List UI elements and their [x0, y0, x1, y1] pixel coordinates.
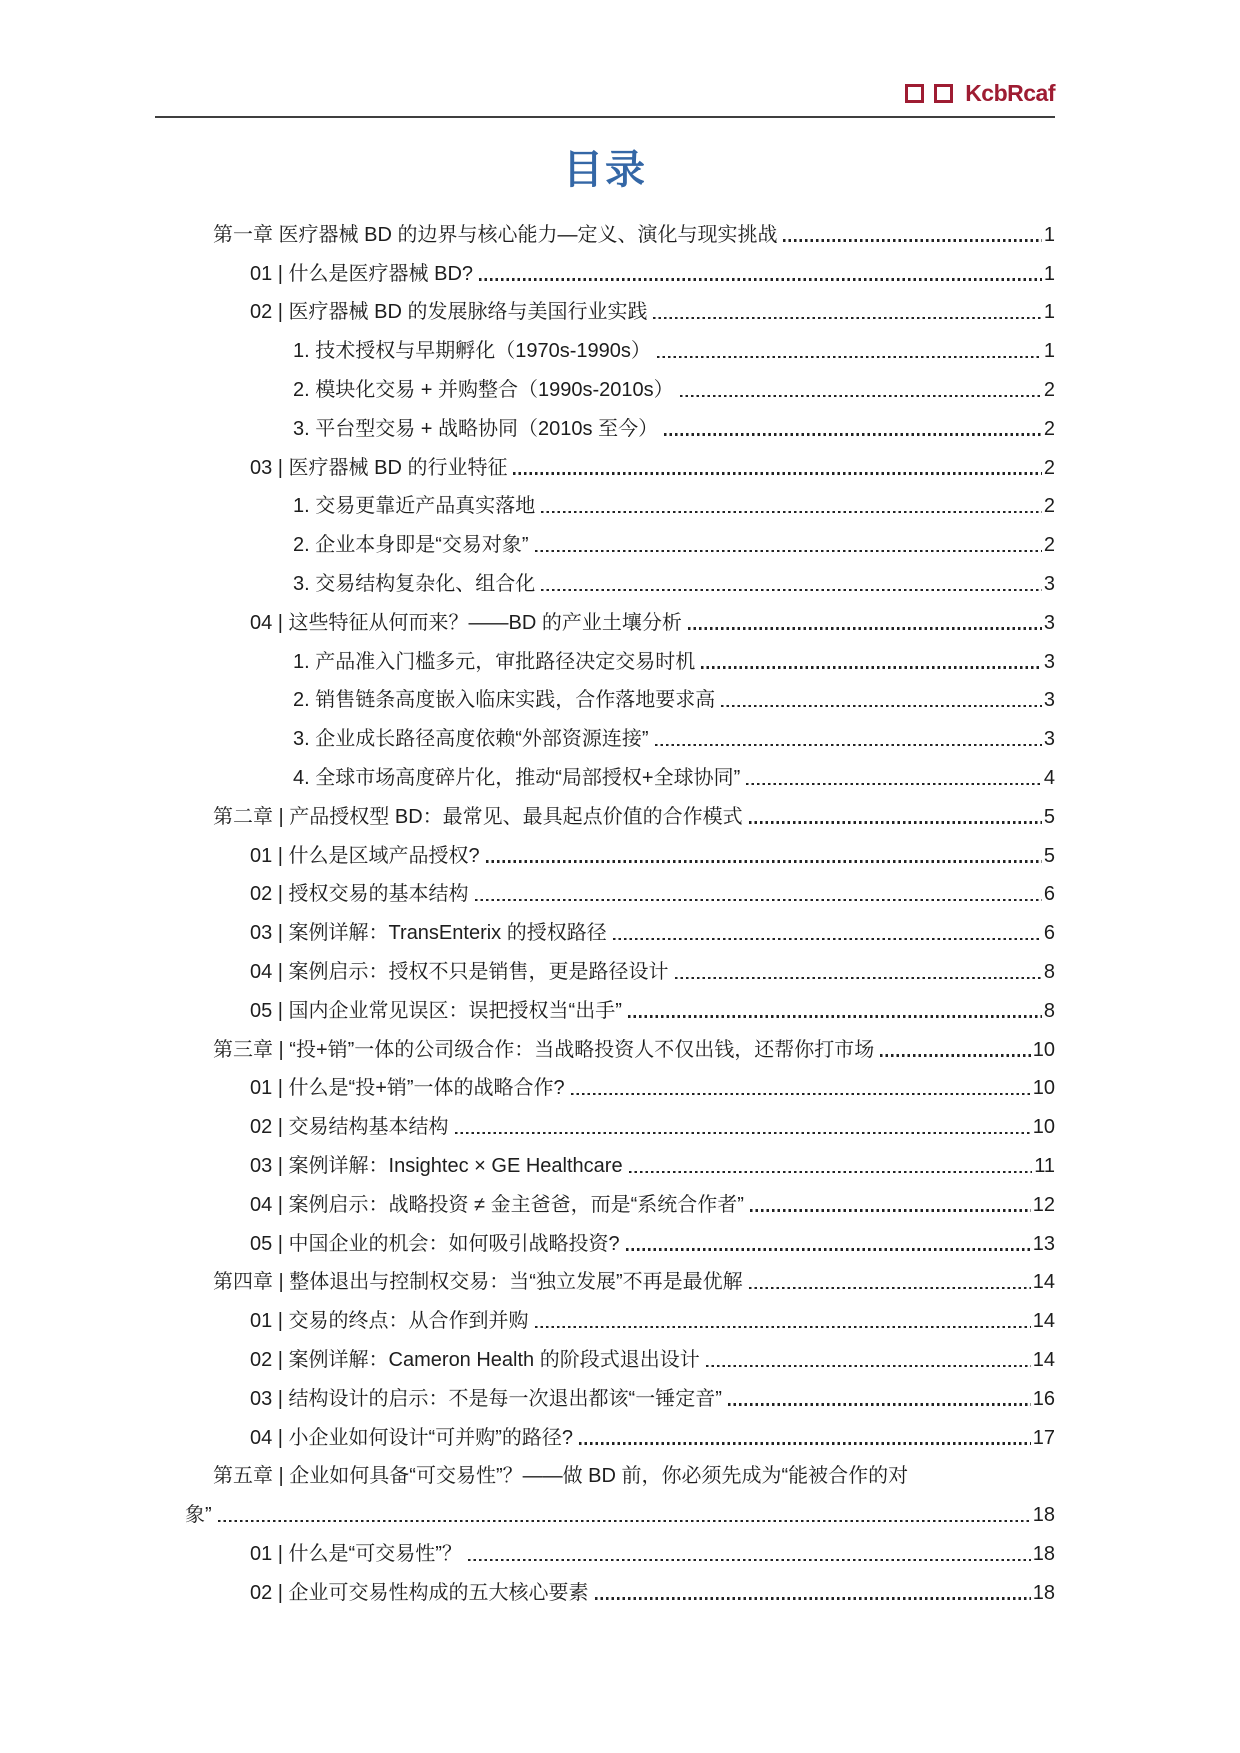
toc-entry[interactable]: [155, 790, 1055, 829]
dot-leader: [486, 860, 1042, 862]
dot-leader: [475, 899, 1042, 901]
page-title: 目录: [563, 148, 647, 192]
toc-page-number: 8: [1043, 960, 1055, 983]
toc-entry[interactable]: [155, 1294, 1055, 1333]
toc-page-number: 10: [1032, 1116, 1055, 1139]
dot-leader: [664, 433, 1042, 435]
dot-leader: [613, 938, 1042, 940]
toc-page-number: 3: [1043, 572, 1055, 595]
toc-list: [155, 208, 1055, 1605]
toc-entry[interactable]: [155, 324, 1055, 363]
toc-entry-text: 05 | 中国企业的机会：如何吸引战略投资?: [250, 1232, 620, 1255]
toc-entry[interactable]: [155, 1023, 1055, 1062]
dot-leader: [535, 550, 1042, 552]
header-divider: [155, 116, 1055, 118]
toc-page-number: 6: [1043, 883, 1055, 906]
dot-leader: [541, 511, 1042, 513]
dot-leader: [571, 1093, 1031, 1095]
dot-leader: [595, 1597, 1031, 1599]
toc-entry-text: 第二章 | 产品授权型 BD：最常见、最具起点价值的合作模式: [213, 805, 743, 828]
toc-entry[interactable]: [155, 712, 1055, 751]
toc-entry[interactable]: [155, 1411, 1055, 1450]
toc-page-number: 2: [1043, 495, 1055, 518]
toc-page-number: 2: [1043, 417, 1055, 440]
toc-entry[interactable]: [155, 441, 1055, 480]
dot-leader: [479, 278, 1042, 280]
dot-leader: [513, 472, 1041, 474]
toc-page-number: 11: [1034, 1154, 1055, 1177]
toc-page-number: 1: [1043, 301, 1055, 324]
toc-entry[interactable]: [155, 518, 1055, 557]
toc-entry[interactable]: [155, 286, 1055, 325]
toc-entry-text: 01 | 什么是医疗器械 BD?: [250, 262, 474, 285]
dot-leader: [468, 1559, 1031, 1561]
toc-entry-text: 02 | 授权交易的基本结构: [250, 883, 469, 906]
toc-entry-text: 01 | 什么是区域产品授权?: [250, 844, 480, 867]
toc-entry[interactable]: [155, 829, 1055, 868]
toc-entry-text: 2. 销售链条高度嵌入临床实践，合作落地要求高: [293, 689, 716, 712]
toc-entry-text: 04 | 案例启示：授权不只是销售，更是路径设计: [250, 960, 669, 983]
toc-entry[interactable]: [155, 1372, 1055, 1411]
toc-page-number: 16: [1032, 1387, 1055, 1410]
dot-leader: [535, 1326, 1031, 1328]
toc-page-number: 17: [1032, 1426, 1055, 1449]
toc-page-number: 2: [1043, 456, 1055, 479]
toc-page-number: 18: [1032, 1542, 1055, 1565]
dot-leader: [653, 317, 1041, 319]
toc-page-number: 6: [1043, 922, 1055, 945]
dot-leader: [746, 783, 1042, 785]
toc-entry[interactable]: [155, 945, 1055, 984]
toc-entry[interactable]: [155, 906, 1055, 945]
page-header: [155, 0, 1055, 107]
dot-leader: [675, 977, 1042, 979]
toc-entry[interactable]: [155, 984, 1055, 1023]
toc-entry[interactable]: [155, 1527, 1055, 1566]
toc-entry-text: 第四章 | 整体退出与控制权交易：当“独立发展”不再是最优解: [213, 1271, 743, 1294]
logo-box-icon: [934, 84, 953, 103]
dot-leader: [706, 1365, 1031, 1367]
toc-page-number: 2: [1043, 534, 1055, 557]
toc-entry-text: 第一章 医疗器械 BD 的边界与核心能力—定义、演化与现实挑战: [213, 223, 778, 246]
dot-leader: [657, 356, 1042, 358]
toc-page-number: 14: [1032, 1348, 1055, 1371]
toc-entry-text: 03 | 结构设计的启示：不是每一次退出都该“一锤定音”: [250, 1387, 722, 1410]
toc-entry-text: 02 | 医疗器械 BD 的发展脉络与美国行业实践: [250, 301, 648, 324]
toc-entry-text: 03 | 案例详解：TransEnterix 的授权路径: [250, 922, 607, 945]
toc-page-number: 1: [1043, 223, 1055, 246]
toc-entry-text: 04 | 这些特征从何而来？——BD 的产业土壤分析: [250, 611, 682, 634]
toc-page-number: 3: [1043, 650, 1055, 673]
dot-leader: [880, 1054, 1030, 1056]
toc-entry[interactable]: [155, 1450, 1055, 1489]
toc-entry-text: 04 | 小企业如何设计“可并购”的路径?: [250, 1426, 573, 1449]
toc-entry-text: 03 | 医疗器械 BD 的行业特征: [250, 456, 508, 479]
toc-entry-text: 02 | 交易结构基本结构: [250, 1116, 449, 1139]
dot-leader: [455, 1132, 1031, 1134]
dot-leader: [541, 589, 1042, 591]
toc-page-number: 13: [1032, 1232, 1055, 1255]
dot-leader: [626, 1248, 1031, 1250]
toc-entry-text: 3. 企业成长路径高度依赖“外部资源连接”: [293, 728, 649, 751]
toc-entry-text: 01 | 什么是“投+销”一体的战略合作?: [250, 1077, 565, 1100]
toc-page-number: 18: [1032, 1581, 1055, 1604]
toc-entry[interactable]: [155, 208, 1055, 247]
toc-entry-text: 03 | 案例详解：Insightec × GE Healthcare: [250, 1154, 623, 1177]
toc-page-number: 3: [1043, 728, 1055, 751]
toc-entry-text: 3. 平台型交易 + 战略协同（2010s 至今）: [293, 417, 659, 440]
toc-entry-text: 1. 技术授权与早期孵化（1970s-1990s）: [293, 340, 651, 363]
toc-entry-text: 02 | 企业可交易性构成的五大核心要素: [250, 1581, 589, 1604]
toc-entry[interactable]: [155, 1333, 1055, 1372]
toc-entry[interactable]: [155, 1256, 1055, 1295]
toc-entry[interactable]: [155, 1566, 1055, 1605]
logo-box-icon: [905, 84, 924, 103]
toc-entry-text: 2. 企业本身即是“交易对象”: [293, 534, 529, 557]
toc-entry[interactable]: [155, 480, 1055, 519]
toc-page-number: 14: [1032, 1271, 1055, 1294]
dot-leader: [783, 239, 1041, 241]
toc-entry-text: 1. 交易更靠近产品真实落地: [293, 495, 536, 518]
dot-leader: [655, 744, 1042, 746]
toc-entry[interactable]: [155, 674, 1055, 713]
toc-page-number: 10: [1032, 1077, 1055, 1100]
header-logo-text: KcbRcaf: [965, 80, 1055, 106]
toc-entry-text: 象”: [185, 1504, 212, 1527]
toc-entry-text: 2. 模块化交易 + 并购整合（1990s-2010s）: [293, 378, 674, 401]
toc-entry[interactable]: [155, 596, 1055, 635]
dot-leader: [749, 1287, 1031, 1289]
toc-entry[interactable]: [155, 402, 1055, 441]
toc-page-number: 1: [1043, 262, 1055, 285]
toc-page-number: 18: [1032, 1504, 1055, 1527]
toc-page-number: 5: [1043, 844, 1055, 867]
toc-entry-text: 4. 全球市场高度碎片化，推动“局部授权+全球协同”: [293, 766, 741, 789]
dot-leader: [750, 1209, 1031, 1211]
dot-leader: [749, 821, 1042, 823]
toc-page-number: 12: [1032, 1193, 1055, 1216]
toc-entry-text: 02 | 案例详解：Cameron Health 的阶段式退出设计: [250, 1348, 700, 1371]
toc-page-number: 3: [1043, 611, 1055, 634]
dot-leader: [701, 666, 1042, 668]
toc-page-number: 3: [1043, 689, 1055, 712]
toc-entry[interactable]: [155, 1217, 1055, 1256]
dot-leader: [218, 1520, 1031, 1522]
dot-leader: [721, 705, 1042, 707]
toc-entry[interactable]: [155, 635, 1055, 674]
toc-entry-text: 3. 交易结构复杂化、组合化: [293, 572, 536, 595]
dot-leader: [629, 1171, 1033, 1173]
toc-entry[interactable]: [155, 1178, 1055, 1217]
toc-entry-text: 01 | 什么是“可交易性”？: [250, 1542, 462, 1565]
dot-leader: [628, 1015, 1042, 1017]
toc-entry[interactable]: [155, 557, 1055, 596]
toc-entry[interactable]: [155, 868, 1055, 907]
toc-page-number: 10: [1032, 1038, 1055, 1061]
toc-page-number: 2: [1043, 378, 1055, 401]
toc-entry[interactable]: [155, 751, 1055, 790]
toc-entry-text: 05 | 国内企业常见误区：误把授权当“出手”: [250, 999, 622, 1022]
dot-leader: [728, 1403, 1031, 1405]
toc-entry[interactable]: [155, 1062, 1055, 1101]
toc-entry[interactable]: [155, 363, 1055, 402]
toc-page-number: 5: [1043, 805, 1055, 828]
toc-entry-text: 01 | 交易的终点：从合作到并购: [250, 1310, 529, 1333]
toc-entry[interactable]: [155, 1488, 1055, 1527]
toc-page-number: 14: [1032, 1310, 1055, 1333]
toc-page-number: 1: [1043, 340, 1055, 363]
dot-leader: [688, 627, 1042, 629]
dot-leader: [680, 395, 1042, 397]
dot-leader: [579, 1442, 1031, 1444]
toc-entry-text: 第五章 | 企业如何具备“可交易性”？——做 BD 前，你必须先成为“能被合作的对: [213, 1465, 909, 1488]
toc-entry[interactable]: [155, 1100, 1055, 1139]
toc-entry-text: 第三章 | “投+销”一体的公司级合作：当战略投资人不仅出钱，还帮你打市场: [213, 1038, 875, 1061]
toc-entry[interactable]: [155, 1139, 1055, 1178]
toc-entry-text: 04 | 案例启示：战略投资 ≠ 金主爸爸，而是“系统合作者”: [250, 1193, 744, 1216]
toc-entry[interactable]: [155, 247, 1055, 286]
toc-entry-text: 1. 产品准入门槛多元，审批路径决定交易时机: [293, 650, 696, 673]
toc-page-number: 8: [1043, 999, 1055, 1022]
toc-page-number: 4: [1043, 766, 1055, 789]
